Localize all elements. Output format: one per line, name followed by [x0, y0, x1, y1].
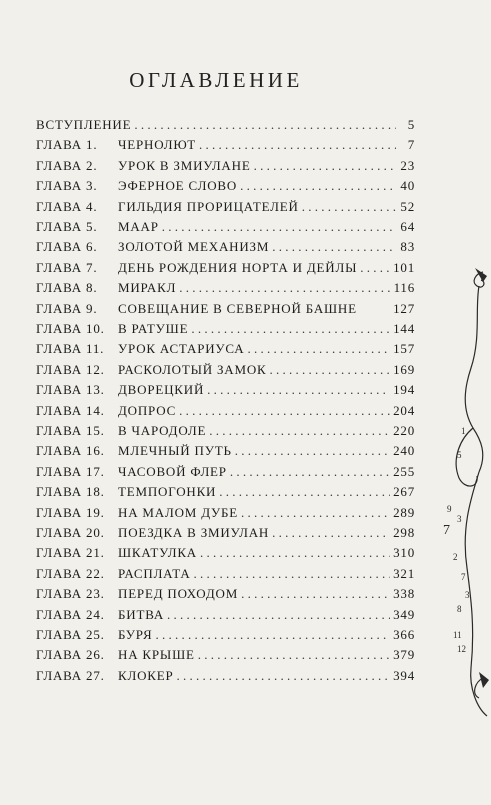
- toc-entry: [36, 362, 415, 382]
- dot-leader: [230, 464, 390, 480]
- dot-leader: [209, 423, 390, 439]
- page-number: 83: [400, 239, 415, 255]
- chapter-title: БИТВА: [118, 606, 165, 622]
- dot-leader: [302, 199, 396, 215]
- chapter-number: ГЛАВА 22.: [36, 565, 105, 581]
- chapter-title: СОВЕЩАНИЕ В СЕВЕРНОЙ БАШНЕ: [118, 300, 357, 316]
- toc-entry: [36, 219, 415, 239]
- chapter-number: ГЛАВА 19.: [36, 504, 105, 520]
- toc-entry: [36, 668, 415, 688]
- page-number: 298: [393, 525, 415, 540]
- ornament-digit: 12: [457, 644, 466, 654]
- page-number: 52: [400, 198, 415, 214]
- chapter-title: ПОЕЗДКА В ЗМИУЛАН: [118, 525, 270, 540]
- chapter-title: МИРАКЛ: [118, 280, 177, 296]
- chapter-number: ГЛАВА 7.: [36, 259, 98, 275]
- dot-leader: [219, 484, 390, 500]
- toc-entry: [36, 464, 415, 484]
- dot-leader: [272, 239, 396, 255]
- toc-entry: [36, 484, 415, 504]
- chapter-title: ЧАСОВОЙ ФЛЕР: [118, 463, 227, 479]
- page-number: 5: [407, 117, 415, 132]
- chapter-title: МЛЕЧНЫЙ ПУТЬ: [118, 443, 232, 459]
- dot-leader: [254, 158, 396, 174]
- chapter-title: В РАТУШЕ: [118, 321, 189, 336]
- dot-leader: [199, 137, 396, 153]
- dot-leader: [179, 280, 390, 296]
- chapter-title: НА МАЛОМ ДУБЕ: [118, 504, 239, 520]
- page-number: 64: [400, 219, 415, 234]
- page-number: 194: [393, 382, 415, 398]
- toc-entry: [36, 280, 415, 300]
- page-number: 255: [393, 463, 415, 479]
- chapter-title: РАСПЛАТА: [118, 565, 191, 581]
- page-number: 220: [393, 423, 415, 438]
- toc-entry: [36, 566, 415, 586]
- toc-entry: [36, 607, 415, 627]
- chapter-number: ГЛАВА 20.: [36, 525, 105, 540]
- chapter-title: ПЕРЕД ПОХОДОМ: [118, 586, 239, 602]
- page-number: 310: [393, 545, 415, 561]
- chapter-number: ГЛАВА 3.: [36, 178, 98, 194]
- page-number: 127: [393, 300, 415, 316]
- toc-entry: [36, 321, 415, 341]
- dot-leader: [200, 545, 390, 561]
- ornament-digit: 11: [453, 630, 462, 640]
- dot-leader: [240, 178, 396, 194]
- toc-entry: [36, 178, 415, 198]
- page-number: 321: [393, 565, 415, 581]
- chapter-number: ГЛАВА 10.: [36, 321, 105, 336]
- chapter-title: НА КРЫШЕ: [118, 647, 195, 663]
- ornament-digit: 2: [453, 552, 458, 562]
- ornament-digit: 7: [461, 572, 466, 582]
- dot-leader: [156, 627, 391, 643]
- chapter-title: ТЕМПОГОНКИ: [118, 484, 217, 500]
- clock-swirl-ornament-icon: [431, 268, 491, 748]
- chapter-title: ВСТУПЛЕНИЕ: [36, 117, 132, 132]
- chapter-title: МААР: [118, 219, 159, 234]
- toc-entry: [36, 239, 415, 259]
- page-number: 101: [393, 259, 415, 275]
- dot-leader: [177, 668, 391, 684]
- chapter-number: ГЛАВА 18.: [36, 484, 105, 500]
- ornament-digit: 3: [457, 514, 462, 524]
- dot-leader: [179, 403, 390, 419]
- page-number: 144: [393, 321, 415, 336]
- ornament-digit: 9: [447, 504, 452, 514]
- dot-leader: [207, 382, 390, 398]
- toc-entry: [36, 627, 415, 647]
- page-number: 7: [407, 137, 415, 153]
- ornament-digit: 3: [465, 590, 470, 600]
- chapter-number: ГЛАВА 26.: [36, 647, 105, 663]
- page-number: 338: [393, 586, 415, 602]
- ornament-digit: 1: [461, 426, 466, 436]
- dot-leader: [198, 647, 390, 663]
- chapter-number: ГЛАВА 8.: [36, 280, 98, 296]
- toc-entry: [36, 545, 415, 565]
- chapter-number: ГЛАВА 25.: [36, 627, 105, 642]
- dot-leader: [191, 321, 390, 337]
- page-number: 40: [400, 178, 415, 194]
- page-title: ОГЛАВЛЕНИЕ: [129, 68, 303, 92]
- page-number: 289: [393, 504, 415, 520]
- chapter-title: ДЕНЬ РОЖДЕНИЯ НОРТА И ДЕЙЛЫ: [118, 259, 358, 275]
- chapter-number: ГЛАВА 13.: [36, 382, 105, 398]
- chapter-number: ГЛАВА 4.: [36, 198, 98, 214]
- dot-leader: [167, 607, 390, 623]
- dot-leader: [270, 362, 391, 378]
- toc-entry: [36, 301, 415, 321]
- dot-leader: [241, 586, 390, 602]
- chapter-title: ШКАТУЛКА: [118, 545, 197, 561]
- chapter-number: ГЛАВА 5.: [36, 219, 98, 234]
- page-number: 366: [393, 627, 415, 642]
- toc-entry: [36, 525, 415, 545]
- chapter-number: ГЛАВА 1.: [36, 137, 98, 153]
- ornament-digit: 5: [457, 450, 462, 460]
- chapter-number: ГЛАВА 23.: [36, 586, 105, 602]
- chapter-number: ГЛАВА 27.: [36, 667, 105, 683]
- toc-entry: [36, 117, 415, 137]
- dot-leader: [194, 566, 391, 582]
- page-number: 379: [393, 647, 415, 663]
- chapter-number: ГЛАВА 12.: [36, 361, 105, 377]
- toc-entry: [36, 341, 415, 361]
- chapter-number: ГЛАВА 15.: [36, 423, 105, 438]
- chapter-title: УРОК АСТАРИУСА: [118, 341, 245, 357]
- dot-leader: [360, 260, 390, 276]
- chapter-title: ДОПРОС: [118, 402, 177, 418]
- page-number: 204: [393, 402, 415, 418]
- chapter-title: ЧЕРНОЛЮТ: [118, 137, 196, 153]
- chapter-title: УРОК В ЗМИУЛАНЕ: [118, 157, 251, 173]
- chapter-number: ГЛАВА 11.: [36, 341, 105, 357]
- page-number: 394: [393, 667, 415, 683]
- page-number: 23: [400, 157, 415, 173]
- page-number: 157: [393, 341, 415, 357]
- toc-entry: [36, 403, 415, 423]
- toc-entry: [36, 382, 415, 402]
- page-number: 169: [393, 361, 415, 377]
- toc-entry: [36, 137, 415, 157]
- dot-leader: [247, 341, 390, 357]
- dot-leader: [134, 117, 396, 133]
- toc-entry: [36, 443, 415, 463]
- toc-entry: [36, 505, 415, 525]
- toc-entry: [36, 647, 415, 667]
- chapter-number: ГЛАВА 24.: [36, 606, 105, 622]
- dot-leader: [162, 219, 396, 235]
- chapter-number: ГЛАВА 17.: [36, 463, 105, 479]
- page-number: 349: [393, 606, 415, 622]
- chapter-title: В ЧАРОДОЛЕ: [118, 423, 207, 438]
- chapter-number: ГЛАВА 2.: [36, 157, 98, 173]
- chapter-title: РАСКОЛОТЫЙ ЗАМОК: [118, 361, 267, 377]
- ornament-digit: 7: [443, 523, 450, 538]
- page-number: 240: [393, 443, 415, 459]
- chapter-title: ЭФЕРНОЕ СЛОВО: [118, 178, 238, 194]
- toc-entry: [36, 199, 415, 219]
- page-number: 267: [393, 484, 415, 500]
- toc-entry: [36, 423, 415, 443]
- chapter-title: ЗОЛОТОЙ МЕХАНИЗМ: [118, 239, 270, 255]
- chapter-title: ДВОРЕЦКИЙ: [118, 382, 205, 398]
- chapter-number: ГЛАВА 6.: [36, 239, 98, 255]
- toc-entry: [36, 260, 415, 280]
- chapter-number: ГЛАВА 16.: [36, 443, 105, 459]
- toc-entry: [36, 158, 415, 178]
- ornament-digit: 8: [457, 604, 462, 614]
- chapter-number: ГЛАВА 9.: [36, 300, 98, 316]
- chapter-number: ГЛАВА 14.: [36, 402, 105, 418]
- dot-leader: [235, 443, 390, 459]
- chapter-title: КЛОКЕР: [118, 667, 174, 683]
- chapter-title: ГИЛЬДИЯ ПРОРИЦАТЕЛЕЙ: [118, 198, 299, 214]
- page-number: 116: [393, 280, 415, 296]
- toc-entry: [36, 586, 415, 606]
- dot-leader: [272, 525, 390, 541]
- dot-leader: [241, 505, 390, 521]
- chapter-number: ГЛАВА 21.: [36, 545, 105, 561]
- chapter-title: БУРЯ: [118, 627, 153, 642]
